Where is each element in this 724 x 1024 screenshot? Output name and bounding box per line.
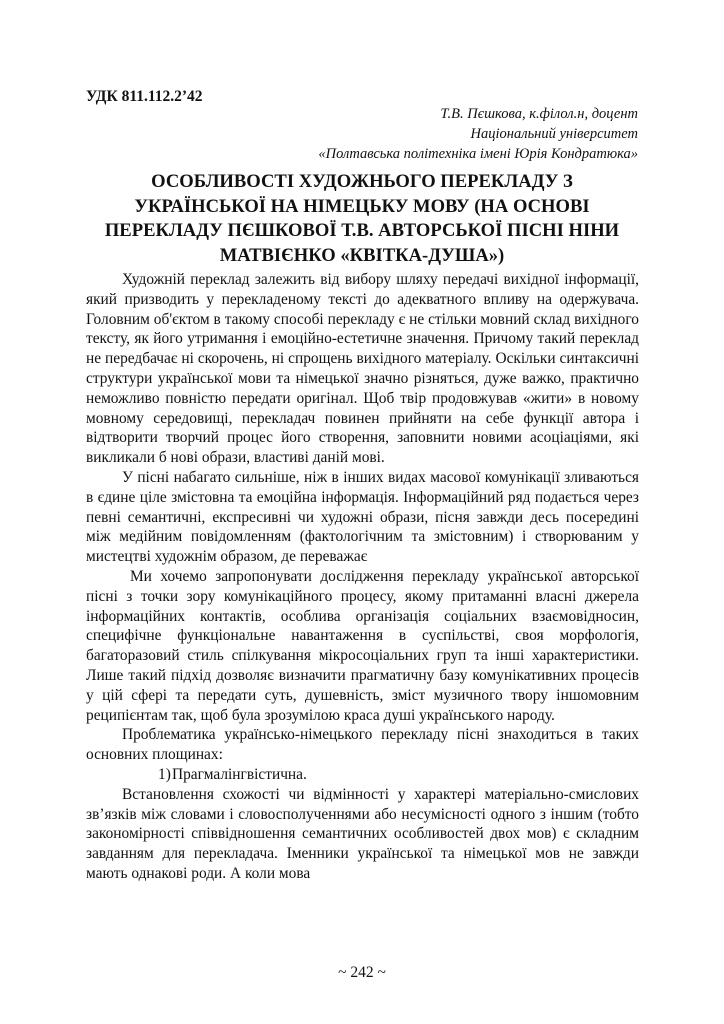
paragraph: Художній переклад залежить від вибору шляху передачі вихідної інформації, який призводить у перекладеному тексті до адекватного впливу на одержувача. Головним об'єктом в такому способі перекладу є не стільки мовний склад вихідного тексту, як його утримання і емоційно-естетичне значення. Причому такий переклад не передбачає ні скорочень, ні спрощень вихідного матеріалу. Оскільки синтаксичні структури української мови та німецької значно різняться, дуже важко, практично неможливо повністю передати оригінал. Щоб твір продовжував «жити» в новому мовному середовищі, перекладач повинен прийняти на себе функції автора і відтворити творчий процес його створення, заповнити новими асоціаціями, які викликали б нові образи, властиві даній мові. — [86, 271, 639, 467]
page-number: ~ 242 ~ — [338, 964, 386, 981]
list-item-number: 1) — [158, 765, 171, 783]
author-name: Т.В. Пєшкова, к.філол.н, доцент — [440, 106, 638, 122]
paragraph: Встановлення схожості чи відмінності у характері матеріально-смислових зв’язків між словами і словосполученнями або несумісності одного з іншим (тобто закономірності співвідношення семантичних особливостей двох мов) є складним завданням для перекладача. Іменники української та німецької мов не завжди мають однакові роди. А коли мова — [86, 785, 639, 882]
udc-code: УДК 811.112.2’42 — [86, 88, 203, 105]
paragraph: Проблематика українсько-німецького перекладу пісні знаходиться в таких основних площинах: — [86, 726, 639, 764]
author-university-name: «Полтавська політехніка імені Юрія Кондратюка» — [318, 146, 638, 162]
paragraph: У пісні набагато сильніше, ніж в інших видах масової комунікації зливаються в єдине ціле змістовна та емоційна інформація. Інформаційний ряд подається через певні семантичні, експресивні чи художні образи, пісня завжди десь посередині між медійним повідомленням (фактологічним та змістовним) і створюваним у мистецтві художнім образом, де переважає — [86, 468, 639, 566]
article-body — [86, 270, 639, 884]
list-item — [86, 765, 639, 785]
author-university: Національний університет — [470, 126, 638, 142]
list-item-text: Прагмалінгвістична. — [172, 765, 307, 783]
article-title: ОСОБЛИВОСТІ ХУДОЖНЬОГО ПЕРЕКЛАДУ З УКРАЇНСЬКОЇ НА НІМЕЦЬКУ МОВУ (НА ОСНОВІ ПЕРЕКЛАДУ ПЄШКОВОЇ Т.В. АВТОРСЬКОЇ ПІСНІ НІНИ МАТВІЄНКО «КВІТКА-ДУША») — [104, 171, 620, 266]
paragraph: Ми хочемо запропонувати дослідження перекладу української авторської пісні з точки зору комунікаційного процесу, якому притаманні власні джерела інформаційних контактів, особлива організація соціальних взаємовідносин, специфічне функціональне навантаження в суспільстві, своя морфологія, багаторазовий стиль спілкування мікросоціальних груп та інші характеристики. Лише такий підхід дозволяє визначити прагматичну базу комунікативних процесів у цій сфері та передати суть, душевність, зміст музичного твору іншомовним реципієнтам так, щоб була зрозумілою краса душі українського народу. — [86, 567, 639, 724]
author-block — [78, 104, 638, 164]
